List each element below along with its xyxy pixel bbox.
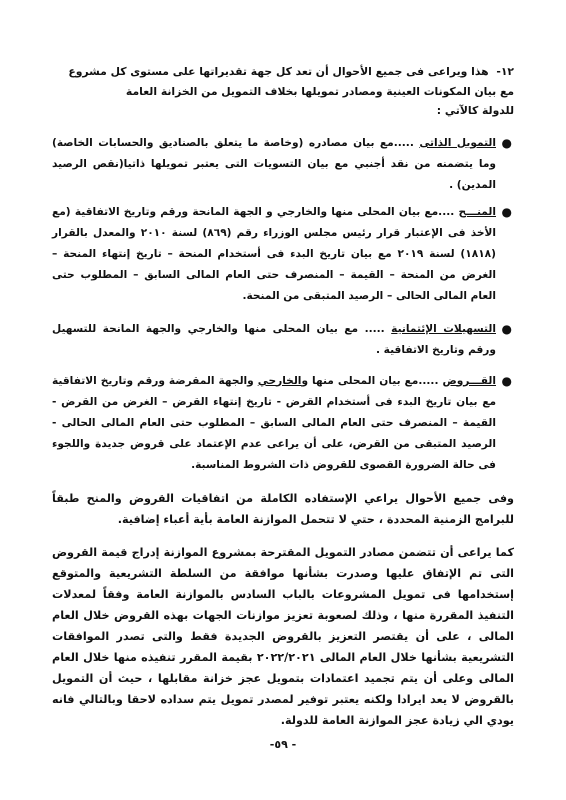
funding-sources-list [52, 133, 514, 476]
term-external: الخارجي [257, 374, 302, 387]
intro-line-2: مع بيان المكونات العينية ومصادر تمويلها بخلاف التمويل من الخزانة العامة [125, 84, 514, 98]
term-grants: المنـــح [458, 205, 496, 218]
bullet-icon: ● [501, 204, 512, 219]
desc-loans-a: .....مع بيان المحلى منها و [301, 374, 443, 387]
list-item-credit-facilities [52, 319, 514, 361]
intro-line-3: للدولة كالآتي : [436, 104, 514, 117]
term-loans: القـــروض [442, 374, 496, 387]
term-credit-facilities: التسهيلات الإئتمانية [391, 322, 496, 335]
bullet-icon: ● [501, 135, 512, 150]
bullet-icon: ● [501, 321, 512, 336]
desc-self-funding: .....مع بيان مصادره (وخاصة ما يتعلق بالصناديق والحسابات الخاصة) وما يتضمنه من نقد أجنبي مع بيان التسويات التى يعتبر تمويلها ذاتيا(نقص الرصيد المدين) . [52, 136, 496, 191]
term-self-funding: التمويل الذاتى [419, 136, 496, 149]
list-item-grants [52, 202, 514, 307]
paragraph-loans-budget: كما يراعى أن تتضمن مصادر التمويل المقترحة بمشروع الموازنة إدراج قيمة القروض التى تم الإتفاق عليها وصدرت بشأنها موافقة من السلطة التشريعية والمتوقع إستخدامها فى تمويل المشروعات بالباب السادس بالموازنة العامة وفقاً لمعدلات التنفيذ المقررة منها ، وذلك لصعوبة تعزيز موازنات الجهات بهذه القروض خلال العام المالى ، على أن يقتصر التعزيز بالقروض الجديدة فقط والتى تصدر الموافقات التشريعية بشأنها خلال العام المالى ٢٠٢٢/٢٠٢١ بقيمة المقرر تنفيذه منها خلال العام المالى وعلى أن يتم تجميد اعتمادات بتمويل عجز خزانة مقابلها ، حيث أن التمويل بالقروض لا يعد ايرادا ولكنه يعتبر توفير لمصدر تمويل يتم سداده لاحقا وبالتالي فانه يودي الي زيادة عجز الموازنة العامة للدولة. [52, 545, 514, 727]
document-body [52, 62, 514, 731]
page-number: - ٥٩- [269, 738, 297, 751]
desc-credit-facilities: ..... مع بيان المحلى منها والخارجي والجهة المانحة للتسهيل ورقم وتاريخ الاتفاقية . [52, 322, 496, 356]
item-number: ١٢- [496, 65, 514, 78]
desc-loans-b: والجهة المقرضة ورقم وتاريخ الاتفاقية مع بيان تاريخ البدء فى أستخدام القرض - تاريخ إنتهاء القرض – الغرض من القرض - القيمة – المنصرف حتى العام المالى السابق – المطلوب حتى العام المالى الحالى - الرصيد المتبقى من القرض، على أن يراعى عدم الإعتماد على قروض جديدة واللجوء فى حالة الضرورة القصوى للقروض ذات الشروط المناسبة. [52, 374, 496, 471]
intro-lead: هذا ويراعى فى جميع الأحوال أن تعد كل جهة تقديراتها على مستوى كل مشروع [68, 65, 489, 78]
intro-paragraph [52, 62, 514, 82]
list-item-loans [52, 371, 514, 476]
paragraph-utilization: وفى جميع الأحوال يراعي الإستفاده الكاملة من اتفاقيات القروض والمنح طبقاً للبرامج الزمنية المحددة ، حتي لا تتحمل الموازنة العامة بأية أعباء إضافية. [52, 491, 514, 526]
list-item-self-funding [52, 133, 514, 196]
desc-grants: ....مع بيان المحلى منها والخارجي و الجهة المانحة ورقم وتاريخ الاتفاقية (مع الأخذ فى الإعتبار قرار رئيس مجلس الوزراء رقم (٨٦٩) لسنة ٢٠١٠ والمعدل بالقرار (١٨١٨) لسنة ٢٠١٩ مع بيان تاريخ البدء فى أستخدام المنحة – تاريخ إنتهاء المنحة – الغرض من المنحة – القيمة – المنصرف حتى العام المالى السابق – المطلوب حتى العام المالى الحالى – الرصيد المتبقى من المنحة. [52, 205, 496, 302]
bullet-icon: ● [501, 373, 512, 388]
